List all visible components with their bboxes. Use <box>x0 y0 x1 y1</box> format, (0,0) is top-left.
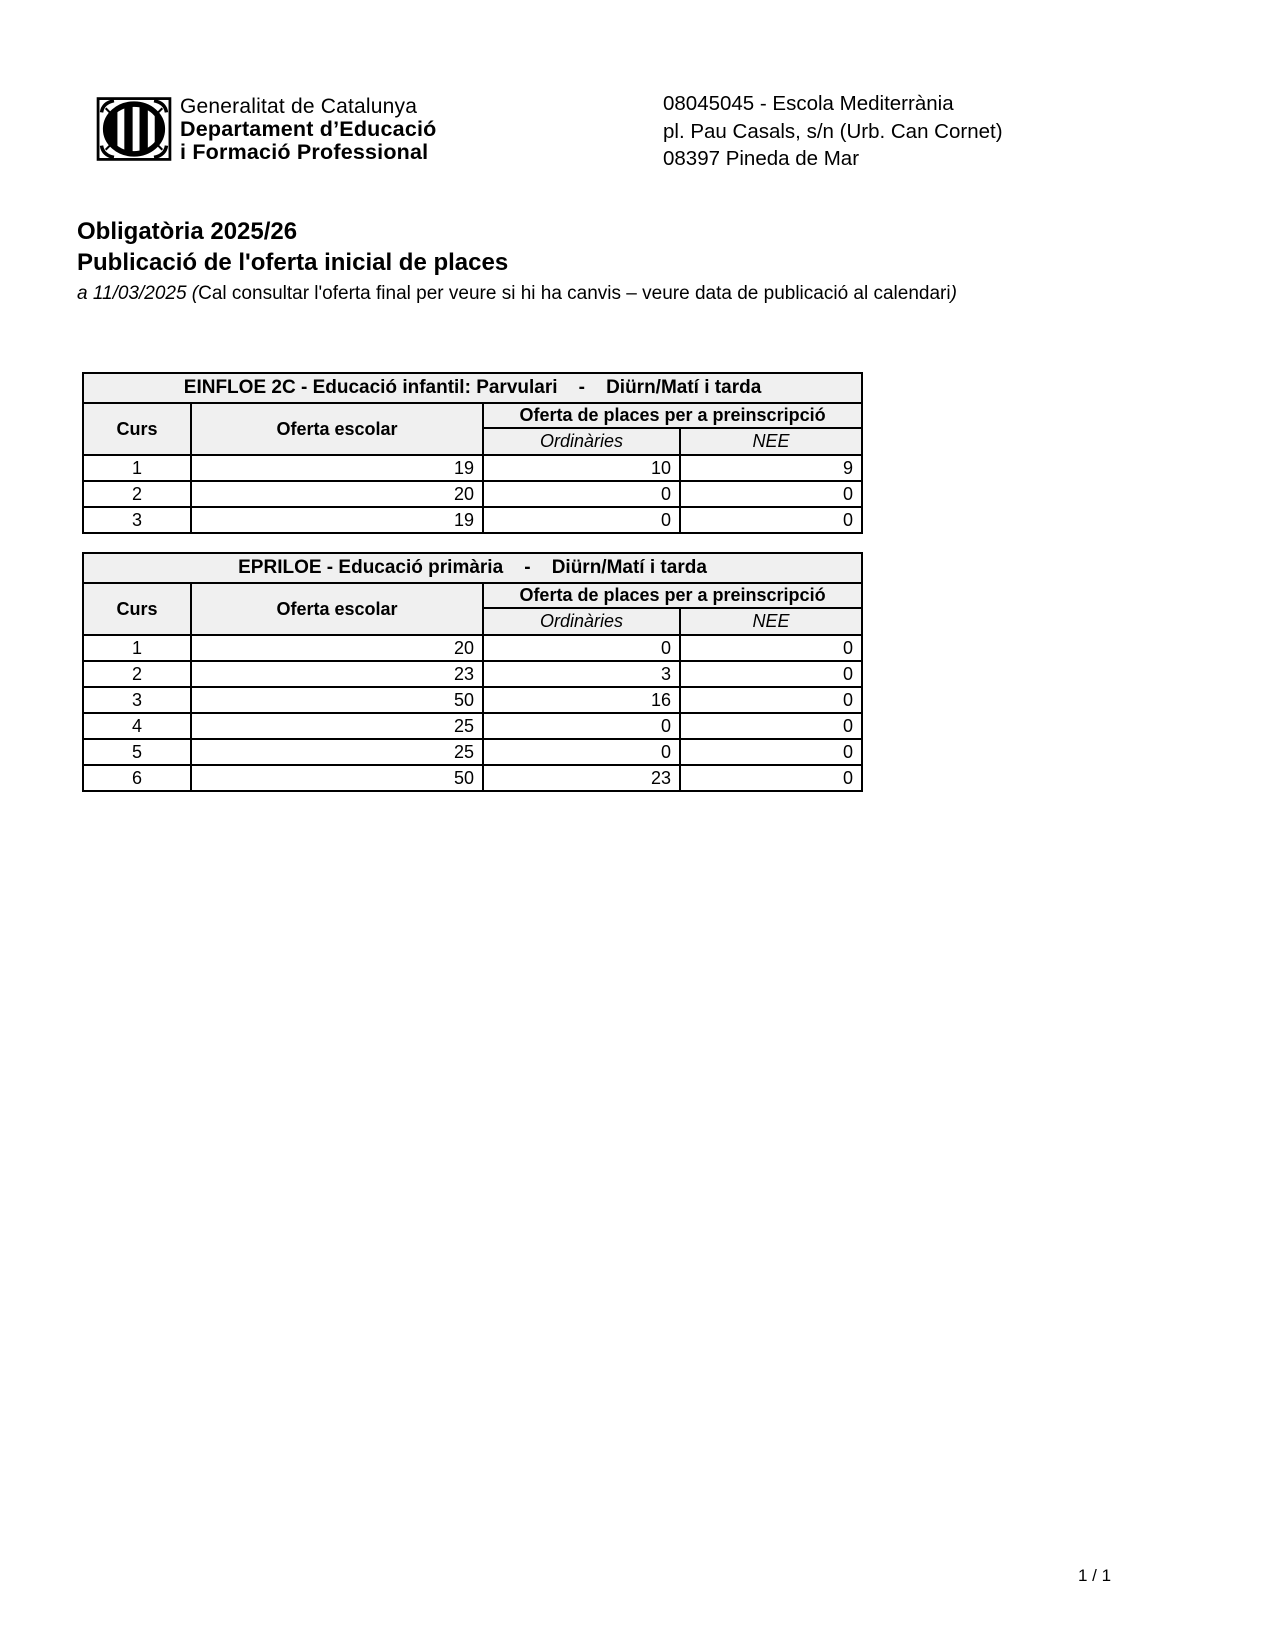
school-address-block <box>663 90 1003 173</box>
table-row <box>83 481 862 507</box>
cell-ordinaries: 0 <box>483 635 680 661</box>
cell-curs: 6 <box>83 765 191 791</box>
cell-ordinaries: 16 <box>483 687 680 713</box>
cell-curs: 5 <box>83 739 191 765</box>
org-name-line2: Departament d’Educació <box>180 117 437 141</box>
group-header-preinscripcio: Oferta de places per a preinscripció <box>483 583 862 608</box>
cell-curs: 3 <box>83 687 191 713</box>
group-header-preinscripcio: Oferta de places per a preinscripció <box>483 403 862 428</box>
table-row <box>83 455 862 481</box>
cell-curs: 2 <box>83 661 191 687</box>
table-row <box>83 507 862 533</box>
publication-note <box>77 281 957 307</box>
cell-ordinaries: 10 <box>483 455 680 481</box>
cell-nee: 0 <box>680 765 862 791</box>
cell-curs: 1 <box>83 635 191 661</box>
cell-nee: 0 <box>680 635 862 661</box>
cell-oferta-escolar: 50 <box>191 687 483 713</box>
cell-ordinaries: 3 <box>483 661 680 687</box>
cell-oferta-escolar: 25 <box>191 713 483 739</box>
generalitat-seal-icon <box>96 94 172 164</box>
school-street: pl. Pau Casals, s/n (Urb. Can Cornet) <box>663 119 1003 143</box>
table-row <box>83 765 862 791</box>
cell-oferta-escolar: 23 <box>191 661 483 687</box>
cell-ordinaries: 0 <box>483 481 680 507</box>
cell-ordinaries: 23 <box>483 765 680 791</box>
cell-oferta-escolar: 50 <box>191 765 483 791</box>
table-row <box>83 661 862 687</box>
school-city: 08397 Pineda de Mar <box>663 147 860 170</box>
cell-nee: 9 <box>680 455 862 481</box>
column-header-oferta-escolar: Oferta escolar <box>191 403 483 455</box>
cell-oferta-escolar: 19 <box>191 507 483 533</box>
cell-ordinaries: 0 <box>483 739 680 765</box>
cell-curs: 1 <box>83 455 191 481</box>
table-epriloe <box>82 552 863 792</box>
cell-curs: 3 <box>83 507 191 533</box>
cell-nee: 0 <box>680 481 862 507</box>
cell-oferta-escolar: 20 <box>191 481 483 507</box>
table-einfloe-2c <box>82 372 863 534</box>
cell-ordinaries: 0 <box>483 713 680 739</box>
cell-nee: 0 <box>680 661 862 687</box>
note-date: a 11/03/2025 ( <box>77 283 199 304</box>
subheader-nee: NEE <box>680 428 862 455</box>
table-title: EINFLOE 2C - Educació infantil: Parvulari - Diürn/Matí i tarda <box>83 373 862 403</box>
table-row <box>83 687 862 713</box>
cell-curs: 4 <box>83 713 191 739</box>
cell-ordinaries: 0 <box>483 507 680 533</box>
note-body: Cal consultar l'oferta final per veure si hi ha canvis – veure data de publicació al calendari <box>198 283 951 304</box>
table-row <box>83 739 862 765</box>
column-header-curs: Curs <box>83 403 191 455</box>
org-name-line3: i Formació Professional <box>180 140 429 164</box>
table-title: EPRILOE - Educació primària - Diürn/Matí i tarda <box>83 553 862 583</box>
subheader-ordinaries: Ordinàries <box>483 608 680 635</box>
school-code-name: 08045045 - Escola Mediterrània <box>663 92 954 115</box>
subheader-nee: NEE <box>680 608 862 635</box>
generalitat-header <box>96 94 437 164</box>
cell-nee: 0 <box>680 739 862 765</box>
column-header-oferta-escolar: Oferta escolar <box>191 583 483 635</box>
subheader-ordinaries: Ordinàries <box>483 428 680 455</box>
cell-oferta-escolar: 19 <box>191 455 483 481</box>
document-title-block <box>77 216 957 307</box>
generalitat-wordmark <box>180 94 437 164</box>
cell-nee: 0 <box>680 507 862 533</box>
cell-nee: 0 <box>680 687 862 713</box>
column-header-curs: Curs <box>83 583 191 635</box>
doc-title-line1: Obligatòria 2025/26 <box>77 218 298 245</box>
page-number: 1 / 1 <box>1078 1566 1112 1585</box>
cell-nee: 0 <box>680 713 862 739</box>
org-name-line1: Generalitat de Catalunya <box>180 95 418 118</box>
table-row <box>83 635 862 661</box>
table-row <box>83 713 862 739</box>
doc-title-line2: Publicació de l'oferta inicial de places <box>77 249 509 276</box>
cell-curs: 2 <box>83 481 191 507</box>
note-close-paren: ) <box>950 283 957 304</box>
cell-oferta-escolar: 20 <box>191 635 483 661</box>
cell-oferta-escolar: 25 <box>191 739 483 765</box>
